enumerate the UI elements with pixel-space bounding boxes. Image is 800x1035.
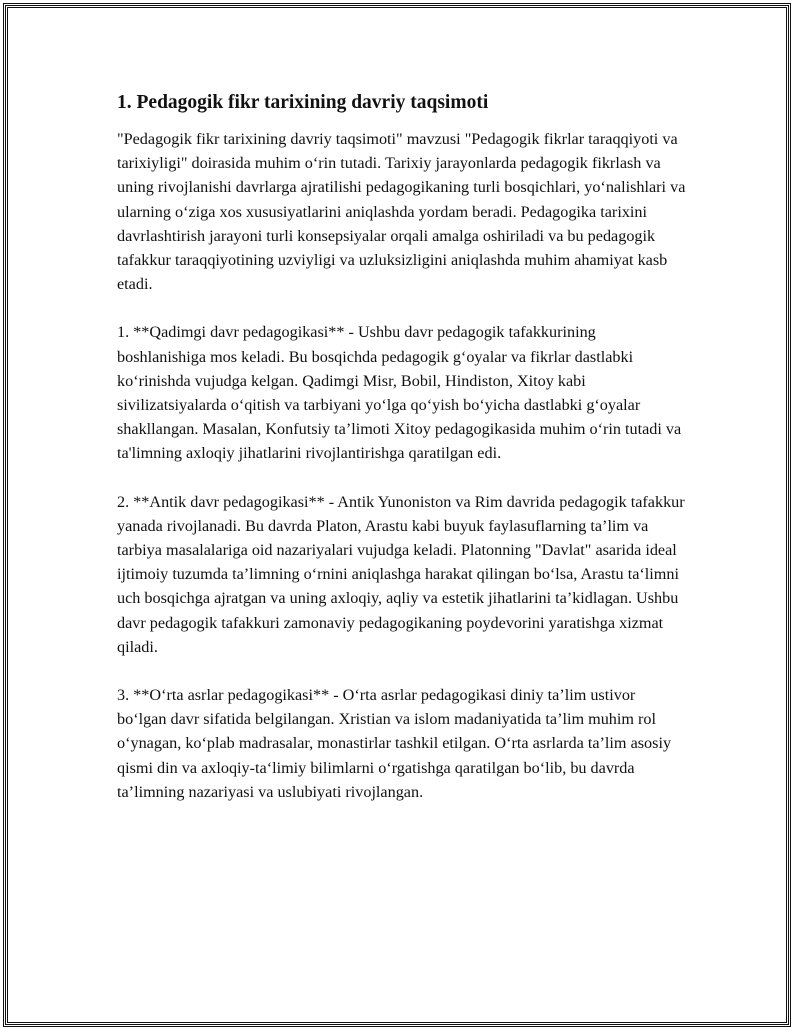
paragraph-ancient-period: 1. **Qadimgi davr pedagogikasi** - Ushbu davr pedagogik tafakkurining boshlanishiga mos keladi. Bu bosqichda pedagogik gʻoyalar va fikrlar dastlabki koʻrinishda vujudga kelgan. Qadimgi Misr, Bobil, Hindiston, Xitoy kabi sivilizatsiyalarda oʻqitish va tarbiyani yoʻlga qoʻyish boʻyicha dastlabki gʻoyalar shakllangan. Masalan, Konfutsiy taʼlimoti Xitoy pedagogikasida muhim oʻrin tutadi va ta'limning axloqiy jihatlarini rivojlantirishga qaratilgan edi. bbox=[117, 323, 682, 463]
document-body bbox=[117, 90, 687, 828]
intro-paragraph: "Pedagogik fikr tarixining davriy taqsimoti" mavzusi "Pedagogik fikrlar taraqqiyoti va tarixiyligi" doirasida muhim oʻrin tutadi. Tarixiy jarayonlarda pedagogik fikrlash va uning rivojlanishi davrlarga ajratilishi pedagogikaning turli bosqichlari, yoʻnalishlari va ularning oʻziga xos xususiyatlarini aniqlashda yordam beradi. Pedagogika tarixini davrlashtirish jarayoni turli konsepsiyalar orqali amalga oshiriladi va bu pedagogik tafakkur taraqqiyotining uzviyligi va uzluksizligini aniqlashda muhim ahamiyat kasb etadi. bbox=[117, 130, 686, 294]
paragraph-middle-ages: 3. **Oʻrta asrlar pedagogikasi** - Oʻrta asrlar pedagogikasi diniy taʼlim ustivor boʻlgan davr sifatida belgilangan. Xristian va islom madaniyatida taʼlim muhim rol oʻynagan, koʻplab madrasalar, monastirlar tashkil etilgan. Oʻrta asrlarda taʼlim asosiy qismi din va axloqiy-taʻlimiy bilimlarni oʻrgatishga qaratilgan boʻlib, bu davrda taʼlimning nazariyasi va uslubiyati rivojlangan. bbox=[117, 686, 672, 801]
section-heading: 1. Pedagogik fikr tarixining davriy taqsimoti bbox=[117, 92, 489, 113]
paragraph-antique-period: 2. **Antik davr pedagogikasi** - Antik Yunoniston va Rim davrida pedagogik tafakkur yanada rivojlanadi. Bu davrda Platon, Arastu kabi buyuk faylasuflarning taʼlim va tarbiya masalalariga oid nazariyalari vujudga keladi. Platonning "Davlat" asarida ideal ijtimoiy tuzumda taʼlimning oʻrnini aniqlashga harakat qilingan boʻlsa, Arastu taʻlimni uch bosqichga ajratgan va uning axloqiy, aqliy va estetik jihatlarini taʼkidlagan. Ushbu davr pedagogik tafakkuri zamonaviy pedagogikaning poydevorini yaratishga xizmat qiladi. bbox=[117, 492, 685, 656]
